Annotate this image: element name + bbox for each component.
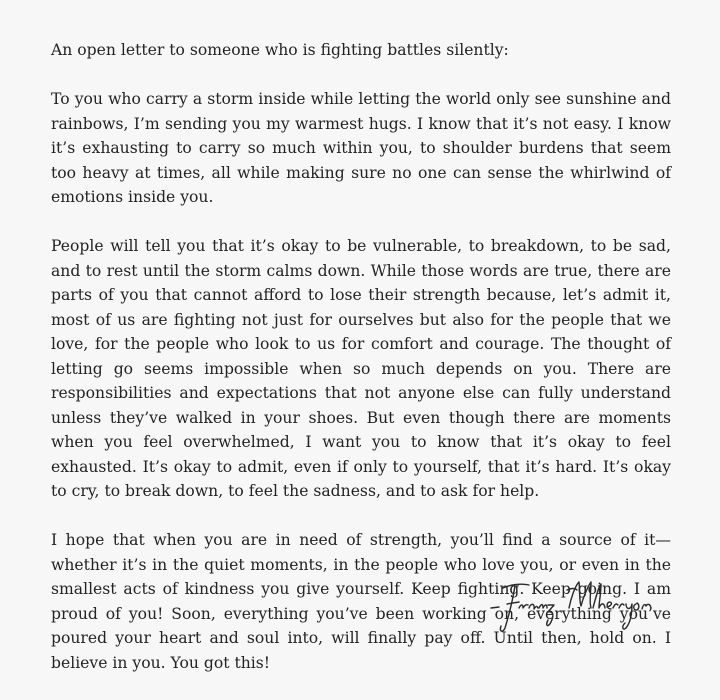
signature-drawing bbox=[485, 568, 685, 638]
letter-paragraph-1: To you who carry a storm inside while letting the world only see sunshine and rainbows, I’m sending you my warmest hugs. I know that it’s not easy. I know it’s exhausting to carry so much within you, to shoulder burdens that seem too heavy at times, all while making sure no one can sense the whirlwind of emotions inside you. bbox=[51, 90, 671, 206]
letter-paragraph-3: I hope that when you are in need of strength, you’ll find a source of it—whether it’s in the quiet moments, in the people who love you, or even in the smallest acts of kindness you give yourself. Keep fighting. Keep going. I am proud of you! Soon, everything you’ve been working on, everything you’ve poured your heart and soul into, will finally pay off. Until then, hold on. I believe in you. You got this! bbox=[51, 531, 671, 672]
letter-title: An open letter to someone who is fighting battles silently: bbox=[51, 41, 509, 59]
letter-paragraph-2: People will tell you that it’s okay to be vulnerable, to breakdown, to be sad, and to rest until the storm calms down. While those words are true, there are parts of you that cannot afford to lose their strength because, let’s admit it, most of us are fighting not just for ourselves but also for the people that we love, for the people who look to us for comfort and courage. The thought of letting go seems impossible when so much depends on you. There are responsibilities and expectations that not anyone else can fully understand unless they’ve walked in your shoes. But even though there are moments when you feel overwhelmed, I want you to know that it’s okay to feel exhausted. It’s okay to admit, even if only to yourself, that it’s hard. It’s okay to cry, to break down, to feel the sadness, and to ask for help. bbox=[51, 237, 671, 500]
handwritten-signature bbox=[485, 568, 685, 638]
